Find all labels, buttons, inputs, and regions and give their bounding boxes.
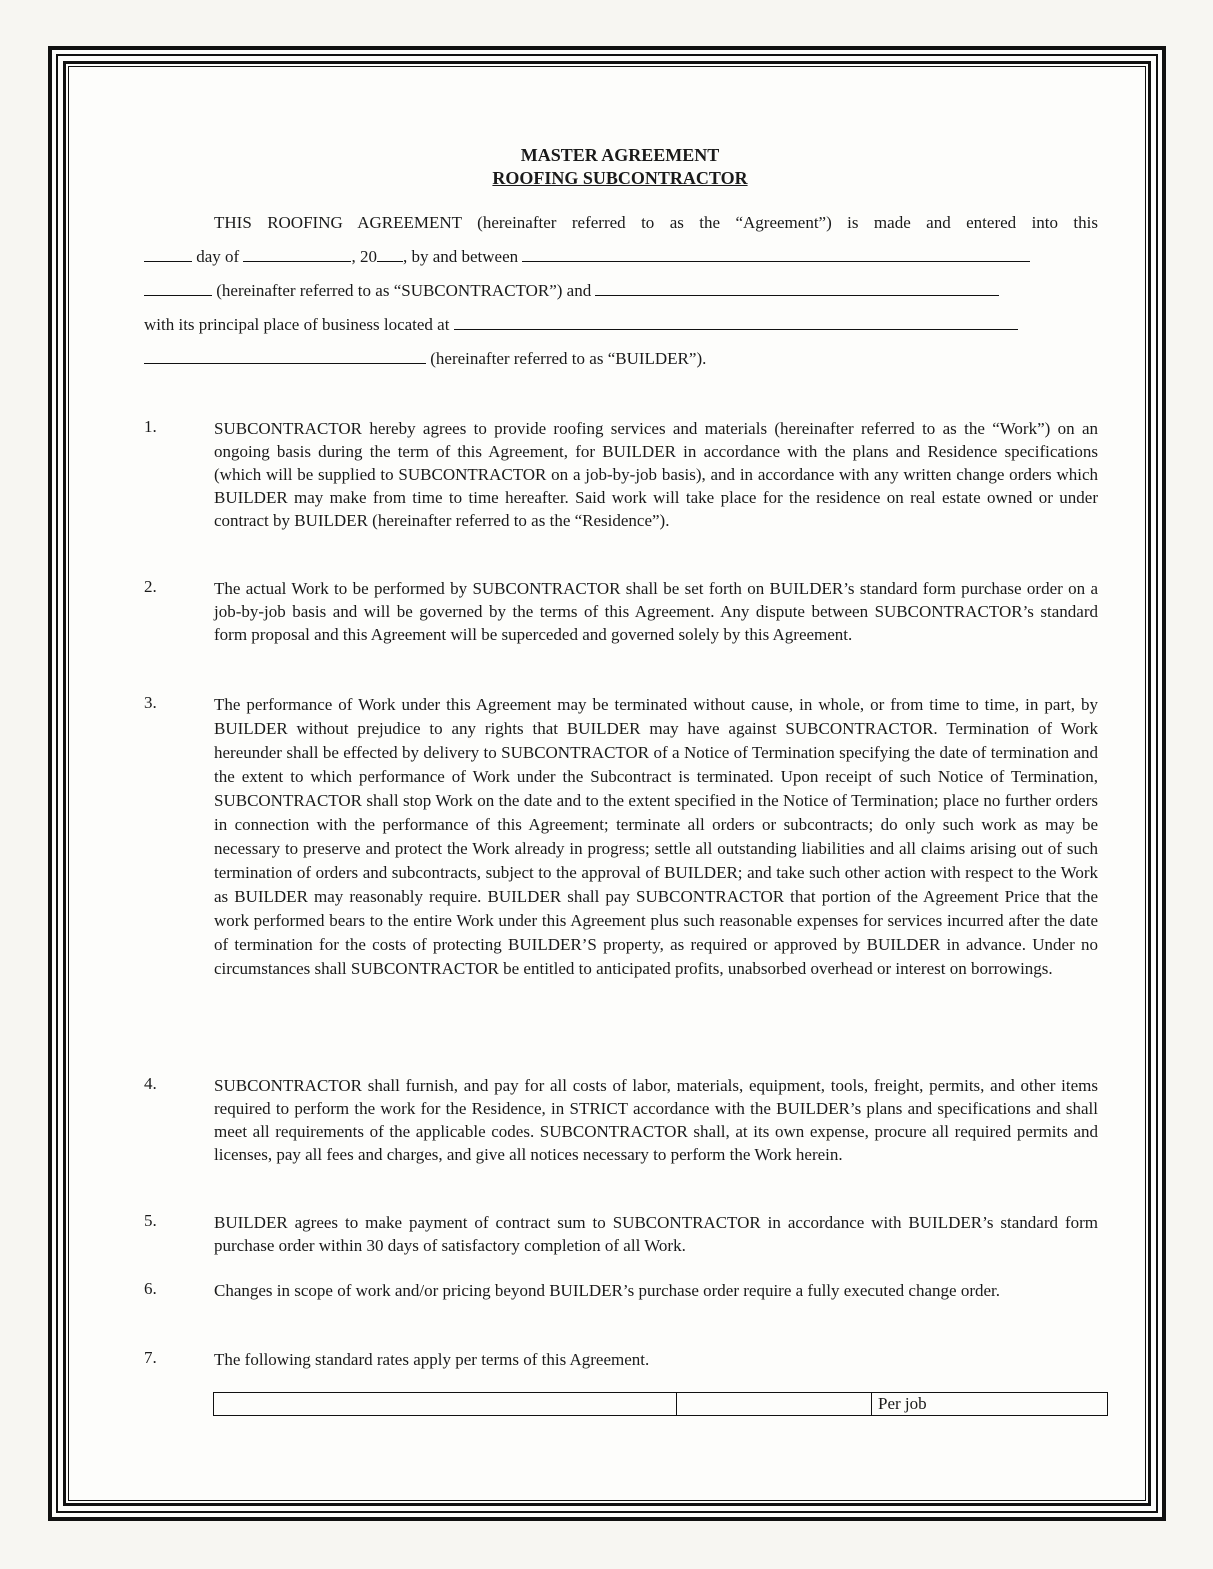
rates-table [213,1392,1108,1416]
rate-description-cell[interactable] [214,1393,677,1416]
clause-number: 4. [144,1074,157,1093]
year-blank[interactable] [377,247,403,262]
intro-line-4 [144,315,1018,335]
month-blank[interactable] [243,247,351,262]
year-prefix-text: , 20 [351,247,377,266]
clause-text: The performance of Work under this Agreement may be terminated without cause, in whole, or from time to time, in part, by BUILDER without prejudice to any rights that BUILDER may have against SUBCONTRACTOR. Termination of Work hereunder shall be effected by delivery to SUBCONTRACTOR of a Notice of Termination specifying the date of termination and the extent to which performance of Work under the Subcontract is terminated. Upon receipt of such Notice of Termination, SUBCONTRACTOR shall stop Work on the date and to the extent specified in the Notice of Termination; place no further orders in connection with the performance of this Agreement; terminate all orders or subcontracts; do only such work as may be necessary to preserve and protect the Work already in progress; settle all outstanding liabilities and all claims arising out of such termination of orders and subcontracts, subject to the approval of BUILDER; and take such other action with respect to the Work as BUILDER may reasonably require. BUILDER shall pay SUBCONTRACTOR that portion of the Agreement Price that the work performed bears to the entire Work under this Agreement plus such reasonable expenses for services incurred after the date of termination for the costs of protecting BUILDER’S property, as required or approved by BUILDER in advance. Under no circumstances shall SUBCONTRACTOR be entitled to anticipated profits, unabsorbed overhead or interest on borrowings. [214,695,1098,978]
clause-6 [144,1279,1098,1302]
by-and-between-text: , by and between [402,247,519,266]
clause-1 [144,417,1098,532]
clause-number: 2. [144,577,157,596]
clause-text: SUBCONTRACTOR hereby agrees to provide roofing services and materials (hereinafter referred to as the “Work”) on an ongoing basis during the term of this Agreement, for BUILDER in accordance with the plans and Residence specifications (which will be supplied to SUBCONTRACTOR on a job-by-job basis), and in accordance with any written change orders which BUILDER may make from time to time hereafter. Said work will take place for the residence on real estate owned or under contract by BUILDER (hereinafter referred to as the “Residence”). [214,419,1098,530]
clause-text: The actual Work to be performed by SUBCONTRACTOR shall be set forth on BUILDER’s standard form purchase order on a job-by-job basis and will be governed by the terms of this Agreement. Any dispute between SUBCONTRACTOR’s standard form proposal and this Agreement will be superceded and governed solely by this Agreement. [214,579,1098,644]
clause-7 [144,1348,1098,1371]
address-blank-2[interactable] [144,349,426,364]
clause-number: 1. [144,417,157,436]
clause-text: The following standard rates apply per terms of this Agreement. [214,1350,650,1369]
clause-5 [144,1211,1098,1257]
address-blank[interactable] [454,315,1018,330]
table-row [214,1393,1108,1416]
subcontractor-blank[interactable] [144,281,212,296]
day-of-text: day of [196,247,240,266]
builder-ref-text: (hereinafter referred to as “BUILDER”). [430,349,707,368]
subcontractor-ref-text: (hereinafter referred to as “SUBCONTRACTOR”) and [216,281,592,300]
document-title: MASTER AGREEMENT [520,145,720,165]
party-name-blank[interactable] [522,247,1030,262]
intro-line-5 [144,349,706,369]
document-subtitle: ROOFING SUBCONTRACTOR [492,168,748,188]
clause-text: Changes in scope of work and/or pricing beyond BUILDER’s purchase order require a fully executed change order. [214,1281,1000,1300]
clause-2 [144,577,1098,646]
clause-number: 6. [144,1279,157,1298]
clause-text: BUILDER agrees to make payment of contract sum to SUBCONTRACTOR in accordance with BUILDER’s standard form purchase order within 30 days of satisfactory completion of all Work. [214,1213,1098,1255]
intro-line-1: THIS ROOFING AGREEMENT (hereinafter referred to as the “Agreement”) is made and entered into this [214,213,1098,232]
intro-line-3 [144,281,999,301]
builder-name-blank[interactable] [595,281,999,296]
rate-unit-cell: Per job [872,1393,1108,1416]
intro-line-2 [144,247,1030,267]
day-blank[interactable] [144,247,192,262]
clause-number: 7. [144,1348,157,1367]
clause-text: SUBCONTRACTOR shall furnish, and pay for all costs of labor, materials, equipment, tools, freight, permits, and other items required to perform the work for the Residence, in STRICT accordance with the BUILDER’s plans and specifications and shall meet all requirements of the applicable codes. SUBCONTRACTOR shall, at its own expense, procure all required permits and licenses, pay all fees and charges, and give all notices necessary to perform the Work herein. [214,1076,1098,1164]
clause-number: 5. [144,1211,157,1230]
rate-amount-cell[interactable] [677,1393,872,1416]
clause-3 [144,693,1098,981]
clause-number: 3. [144,693,157,712]
clause-4 [144,1074,1098,1166]
principal-place-text: with its principal place of business located at [144,315,450,334]
